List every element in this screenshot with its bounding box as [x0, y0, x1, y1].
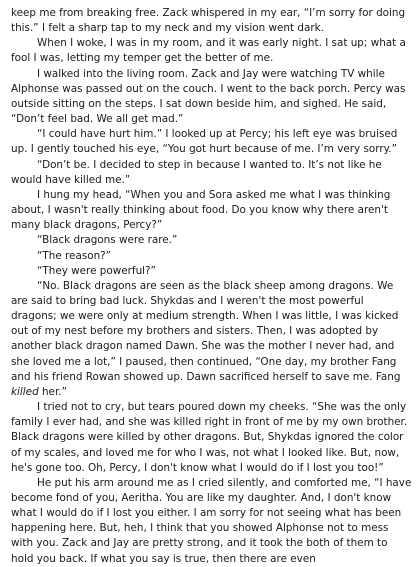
paragraph-text: I walked into the living room. Zack and Jay were watching TV while Alphonse was passed out on the couch. I went to the back porch. Percy was outside sitting on the steps. I sat down beside him, and sighed. He said, “Don’t feel bad. We all get mad.”	[11, 67, 406, 126]
paragraph-text: “Black dragons were rare.”	[37, 234, 178, 247]
paragraph-4	[11, 127, 412, 157]
paragraph-text: “They were powerful?”	[37, 264, 156, 277]
paragraph-10	[11, 279, 412, 400]
paragraph-text: When I woke, I was in my room, and it was early night. I sat up; what a fool I was, letting my temper get the better of me.	[11, 37, 406, 65]
paragraph-9	[11, 264, 412, 279]
paragraph-3	[11, 67, 412, 128]
paragraph-text: He put his arm around me as I cried silently, and comforted me, “I have become fond of you, Aeritha. You are like my daughter. And, I don't know what I would do if I lost you either. I am sorry for not seeing what has been happening here. But, heh, I think that you showed Alphonse not to mess with you. Zack and Jay are pretty strong, and it took the both of them to hold you back. If what you say is true, then there are even	[11, 476, 412, 565]
paragraph-11	[11, 400, 412, 476]
paragraph-5	[11, 158, 412, 188]
paragraph-12	[11, 476, 412, 567]
paragraph-text: keep me from breaking free. Zack whispered in my ear, “I’m sorry for doing this.” I felt a sharp tap to my neck and my vision went dark.	[11, 7, 406, 35]
paragraph-1	[11, 6, 412, 36]
paragraph-text: “Don’t be. I decided to step in because I wanted to. It’s not like he would have killed me.”	[11, 158, 382, 186]
paragraph-2	[11, 36, 412, 66]
paragraph-6	[11, 188, 412, 233]
paragraph-8	[11, 249, 412, 264]
paragraph-text: her.”	[38, 385, 67, 398]
paragraph-text: “I could have hurt him.” I looked up at Percy; his left eye was bruised up. I gently touched his eye, “You got hurt because of me. I’m very sorry.”	[11, 128, 398, 156]
page-text	[11, 6, 412, 567]
paragraph-text: I hung my head, “When you and Sora asked me what I was thinking about, I wasn't really thinking about food. Do you know why there aren't many black dragons, Percy?”	[11, 188, 391, 232]
paragraph-text: I tried not to cry, but tears poured down my cheeks. “She was the only family I ever had, and she was killed right in front of me by my own brother. Black dragons were killed by other dragons. But, Shykdas ignored the color of my scales, and loved me for who I was, not what I looked like. But, now, he's gone too. Oh, Percy, I don't know what I would do if I lost you too!”	[11, 401, 408, 474]
paragraph-text: “The reason?”	[37, 249, 112, 262]
paragraph-7	[11, 233, 412, 248]
italic-emphasis: killed	[11, 385, 39, 398]
paragraph-text: “No. Black dragons are seen as the black sheep among dragons. We are said to bring bad luck. Shykdas and I weren't the most powerful dragons; we were only at medium strength. When I was little, I was kicked out of my nest before my brothers and sisters. Then, I was adopted by another black dragon named Dawn. She was the mother I never had, and she loved me a lot,” I paused, then continued, “One day, my brother Fang and his friend Rowan showed up. Dawn sacrificed herself to save me. Fang	[11, 279, 401, 383]
